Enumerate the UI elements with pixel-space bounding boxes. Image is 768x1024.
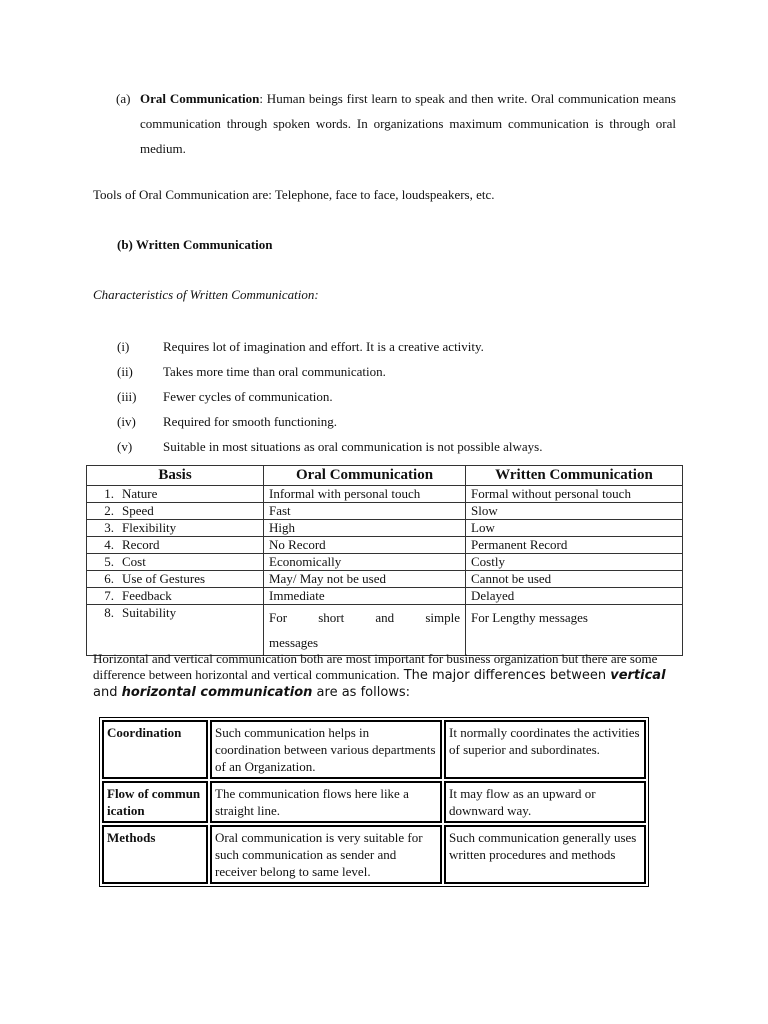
row-key: Coordination [102, 720, 208, 779]
oral-communication-term: Oral Communication [140, 91, 260, 106]
intro-ending: are as follows: [312, 685, 411, 700]
vertical-cell: Oral communication is very suitable for such communication as sender and receiver belong to same level. [210, 825, 442, 884]
oral-cell: Economically [264, 554, 466, 571]
term-vertical: vertical [610, 668, 666, 683]
basis-label: Flexibility [122, 520, 177, 535]
basis-cell [87, 588, 264, 605]
item-text: Required for smooth functioning. [163, 414, 338, 429]
intro-sentence: Horizontal and vertical communication both are most important for business organization but there are some difference between horizontal and vertical communication. [93, 651, 658, 682]
oral-cell: No Record [264, 537, 466, 554]
basis-cell [87, 486, 264, 503]
table-header-row [87, 466, 683, 486]
basis-label: Record [122, 537, 160, 552]
horizontal-cell: It may flow as an upward or downward way. [444, 781, 646, 823]
item-number: (iv) [117, 414, 136, 429]
term-horizontal: horizontal communication [121, 685, 313, 700]
table-row [102, 720, 646, 779]
basis-label: Nature [122, 486, 158, 501]
basis-cell [87, 503, 264, 520]
oral-cell [264, 605, 466, 656]
table-row [87, 486, 683, 503]
oral-communication-paragraph [116, 86, 676, 161]
oral-cell: Immediate [264, 588, 466, 605]
oral-tools-text: Tools of Oral Communication are: Telephone, face to face, loudspeakers, etc. [93, 187, 495, 202]
item-number: (iii) [117, 389, 137, 404]
oral-cell: May/ May not be used [264, 571, 466, 588]
basis-label: Suitability [122, 605, 177, 620]
oral-vs-written-table [86, 465, 683, 656]
row-number: 7. [104, 588, 114, 603]
written-cell: Formal without personal touch [466, 486, 683, 503]
intro-and: and [93, 685, 122, 700]
basis-cell [87, 520, 264, 537]
item-text: Suitable in most situations as oral communication is not possible always. [163, 439, 543, 454]
row-key: Flow of communication [102, 781, 208, 823]
table-row [87, 537, 683, 554]
item-text: Requires lot of imagination and effort. It is a creative activity. [163, 339, 484, 354]
oral-cell-line: messages [269, 635, 319, 650]
oral-cell: High [264, 520, 466, 537]
header-basis: Basis [87, 466, 264, 486]
vertical-cell: Such communication helps in coordination between various departments of an Organization. [210, 720, 442, 779]
table-row [87, 520, 683, 537]
row-number: 4. [104, 537, 114, 552]
basis-cell [87, 571, 264, 588]
written-cell: Costly [466, 554, 683, 571]
row-number: 3. [104, 520, 114, 535]
table-row [87, 571, 683, 588]
item-number: (ii) [117, 364, 133, 379]
item-text: Fewer cycles of communication. [163, 389, 333, 404]
header-written: Written Communication [466, 466, 683, 486]
basis-label: Use of Gestures [122, 571, 206, 586]
basis-label: Speed [122, 503, 154, 518]
table-row [87, 503, 683, 520]
written-cell: Permanent Record [466, 537, 683, 554]
written-cell: Low [466, 520, 683, 537]
row-number: 2. [104, 503, 114, 518]
oral-communication-definition: : Human beings first learn to speak and then write. Oral communication means communication through spoken words. In organizations maximum communication is through oral medium. [140, 91, 676, 156]
row-number: 5. [104, 554, 114, 569]
basis-cell [87, 537, 264, 554]
written-cell: Cannot be used [466, 571, 683, 588]
oral-cell: Fast [264, 503, 466, 520]
row-number: 1. [104, 486, 114, 501]
header-oral: Oral Communication [264, 466, 466, 486]
written-communication-heading: (b) Written Communication [117, 237, 273, 252]
written-cell: For Lengthy messages [466, 605, 683, 656]
basis-label: Cost [122, 554, 146, 569]
table-row [102, 825, 646, 884]
row-number: 6. [104, 571, 114, 586]
basis-cell [87, 605, 264, 656]
table-row [87, 605, 683, 656]
vertical-cell: The communication flows here like a straight line. [210, 781, 442, 823]
table-row [87, 554, 683, 571]
item-text: Takes more time than oral communication. [163, 364, 386, 379]
item-number: (i) [117, 339, 130, 354]
basis-cell [87, 554, 264, 571]
horizontal-cell: It normally coordinates the activities of superior and subordinates. [444, 720, 646, 779]
row-number: 8. [104, 605, 114, 620]
oral-cell-line: For short and simple [269, 610, 460, 625]
table-row [102, 781, 646, 823]
vertical-vs-horizontal-table [99, 717, 649, 887]
intro-continuation: The major differences between [399, 668, 611, 683]
horizontal-cell: Such communication generally uses written procedures and methods [444, 825, 646, 884]
basis-label: Feedback [122, 588, 172, 603]
oral-cell: Informal with personal touch [264, 486, 466, 503]
item-number: (v) [117, 439, 133, 454]
table-row [87, 588, 683, 605]
list-marker: (a) [116, 91, 131, 106]
characteristics-heading: Characteristics of Written Communication: [93, 287, 319, 302]
horizontal-vertical-intro [93, 651, 683, 701]
written-cell: Delayed [466, 588, 683, 605]
written-cell: Slow [466, 503, 683, 520]
row-key: Methods [102, 825, 208, 884]
